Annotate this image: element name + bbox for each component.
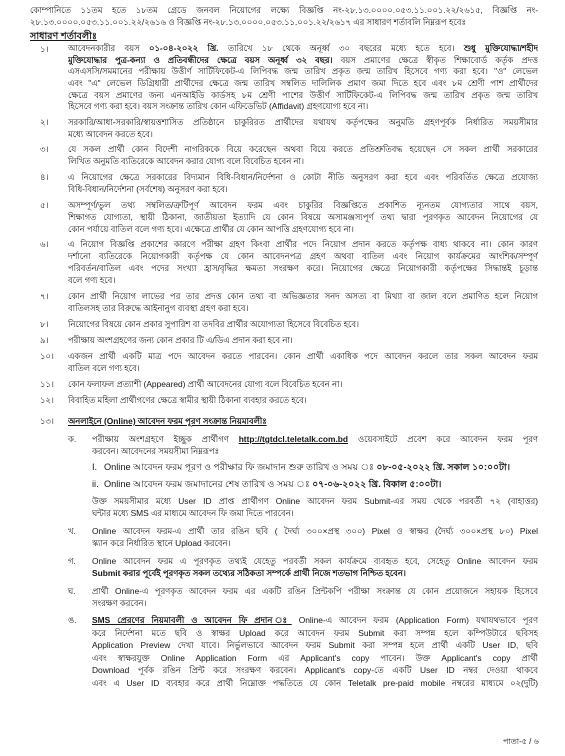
text-line [68, 116, 538, 128]
text-line [68, 318, 538, 330]
condition-item-10 [68, 350, 538, 374]
text-segment: করবেন। আবেদনের সময়সীমা নিম্নরূপঃ [92, 446, 220, 456]
item-number: ১০। [40, 351, 54, 361]
text-line [30, 4, 538, 16]
condition-item-11 [68, 378, 538, 390]
text-line [30, 16, 538, 28]
text-segment: এ নিয়োগ বিজ্ঞপ্তি প্রকাশের কারণে পরীক্ষা গ্রহণ কিংবা প্রার্থীর পদে নিয়োগ প্রদান করতে কর্তৃপক্ষ বাধ্য থাকবে না। কোন কারণ [68, 239, 538, 249]
text-line [68, 350, 538, 362]
text-segment: শিক্ষাগত যোগ্যতা, স্থায়ী ঠিকানা, জাতীয়তা ইত্যাদি যে কোন বিষয়ে অসামঞ্জস্যপূর্ণ তথ্য দ্বারা পূরণকৃত আবেদন নিয়োগের যে [68, 212, 538, 222]
condition-item-12 [68, 394, 538, 406]
text-segment: উক্ত সময়সীমার মধ্যে User ID প্রাপ্ত প্রার্থীগণ Online আবেদন ফরম Submit-এর সময় থেকে পরবর্তী ৭২ (বাহাত্তর) [92, 496, 538, 506]
text-line [68, 171, 538, 183]
subitem-marker: ঙ. [68, 615, 77, 625]
text-line [68, 155, 538, 167]
text-segment: বিবাহিত মহিলা প্রার্থীগণের ক্ষেত্রে স্বামীর স্থায়ী ঠিকানা ব্যবহার করতে হবে। [68, 395, 307, 405]
text-segment: পরীক্ষায় অংশগ্রহণে ইচ্ছুক প্রার্থীগণ [92, 434, 239, 444]
schedule-note [92, 495, 538, 519]
text-line [104, 461, 538, 473]
text-line [104, 478, 538, 490]
text-segment: Application Preview দেখা যাবে। নির্ভুলভাবে আবেদন ফরম Submit করা সম্পন্ন হলে প্রার্থী একটি User ID, ছবি [92, 640, 538, 651]
page-number: পাতা-৫ / ৬ [503, 737, 539, 746]
text-segment: মধ্যে আবেদন করতে হবে। [68, 129, 153, 139]
text-line [68, 362, 538, 374]
text-segment: Online-এ আবেদন ফরম (Application Form) যথাযথভাবে পূরণ [291, 615, 538, 625]
text-segment: Download পূর্বক রঙিন প্রিন্ট করে সংরক্ষণ করবেন। Applicant's copy-তে একটি User ID নম্বর দেওয়া থাকবে [92, 665, 538, 676]
text-line [68, 274, 538, 286]
text-segment: বয়স প্রমাণের ক্ষেত্রে স্বীকৃত শিক্ষাবোর্ড কর্তৃক প্রদত্ত [332, 54, 538, 65]
text-segment: পরীক্ষায় অংশগ্রহণের জন্য কোন প্রকার টি এ/ডিএ প্রদান করা হবে না। [68, 335, 293, 345]
text-segment: অসম্পূর্ণ/ভুল তথ্য সম্বলিত/ত্রুটিপূর্ণ আবেদন ফরম এবং চাকুরির বিজ্ঞপ্তিতে প্রকাশিত ন্যূনতম যোগ্যতার সাথে বয়স, [68, 200, 538, 210]
schedule-marker: I. [92, 462, 98, 472]
condition-item-5 [68, 199, 538, 235]
item-number: ১২। [40, 395, 54, 405]
text-segment: কোম্পানিতে ১১তম হতে ১৮তম গ্রেডে জনবল নিয়োগের লক্ষ্যে বিজ্ঞপ্তি নং-২৮.১৩.০০০০.০৫৩.১১.০০১.২২/২৬১৫, বিজ্ঞপ্তি নং- [30, 5, 538, 15]
condition-item-2 [68, 116, 538, 140]
text-segment: একজন প্রার্থী একটি মাত্র পদে আবেদন করতে পারবেন। কোন প্রার্থী একাধিক পদে আবেদন করলে তার সকল আবেদন ফরম [68, 351, 538, 361]
text-segment: বিধি-বিধান/নির্দেশনা (সর্বশেষ) অনুসরণ করা হবে। [68, 184, 228, 194]
text-line [68, 55, 538, 67]
text-line [92, 555, 538, 567]
text-segment: বলে গণ্য হবে। [68, 275, 116, 285]
text-segment: বাতিল বলে গণ্য হবে। [68, 363, 140, 373]
text-line [92, 652, 538, 665]
text-line [68, 223, 538, 235]
text-line [92, 664, 538, 677]
text-segment: Online আবেদন ফরম জমাদানের শেষ তারিখ ও সময় ঃ [104, 479, 313, 489]
text-segment: Online আবেদন ফরম পূরণ ও পরীক্ষার ফি জমাদান শুরু তারিখ ও সময় ঃ [104, 462, 377, 472]
text-segment: তারিখে ১৮ থেকে অনূর্ধ্ব ৩০ বছরের মধ্যে হতে হবে। [218, 43, 464, 53]
emphasized-text: ০৮-০৫-২০২২ খ্রি. সকাল ১০:০০টা। [376, 462, 510, 472]
text-line [68, 101, 538, 113]
text-segment: নিয়োগের বিষয়ে কোন প্রকার সুপারিশ বা তদবির প্রার্থীর অযোগ্যতা হিসেবে বিবেচিত হবে। [68, 319, 360, 329]
text-line [68, 90, 538, 102]
website-link: http://tgtdcl.teletalk.com.bd [238, 434, 349, 444]
emphasized-text: মুক্তিযোদ্ধার পুত্র-কন্যা ও প্রতিবন্ধীদের ক্ষেত্রে বয়স অনূর্ধ্ব ৩২ বছর। [68, 54, 333, 65]
emphasized-text: অনলাইনে (Online) আবেদন ফরম পূরণ সংক্রান্ত নিয়মাবলীঃ [68, 416, 267, 426]
item-number: ৩। [40, 144, 49, 154]
subitem-ka [92, 433, 538, 457]
text-line [68, 143, 538, 155]
text-line [92, 614, 538, 627]
emphasized-text: Submit করার পূর্বেই পূরণকৃত সকল তথ্যের সঠিকতা সম্পর্কে প্রার্থী নিজে শতভাগ নিশ্চিত হবেন। [92, 568, 406, 578]
condition-item-8 [68, 318, 538, 330]
condition-item-1 [68, 43, 538, 113]
subitem-marker: খ. [68, 526, 76, 536]
text-segment: ক্ষেত্রে বয়স প্রমাণের জন্য এনআইডি কার্ডসহ ৮ম শ্রেণী পাশের উত্তীর্ণ সার্টিফিকেট-এ লিপিবদ্ধ জন্ম তারিখ প্রকৃত জন্ম তারিখ [68, 89, 538, 100]
text-segment: কোন পর্যায়ে বাতিল বলে গণ্য হবে। এক্ষেত্রে প্রার্থীর যে কোন আপত্তি গ্রহণযোগ্য হবে না। [68, 224, 354, 234]
text-segment: ২৮.১৩.০০০০.০৫৩.১১.০০১.২২/২৬১৬ ও বিজ্ঞপ্তি নং-২৮.১৩.০০০০.০৫৩.১১.০০১.২২/২৬১৭ এর সাধারণ শর্তাবলি নিম্নরূপ হবেঃ [30, 17, 466, 27]
emphasized-text: শুধু মুক্তিযোদ্ধা/শহীদ [463, 43, 538, 53]
text-segment: আবেদনকারীর বয়স [68, 43, 150, 53]
text-line [68, 378, 538, 390]
text-line [92, 433, 538, 445]
text-segment: Online আবেদন ফরম এ পূরণকৃত তথ্যই যেহেতু পরবর্তী সকল কার্যক্রমে ব্যবহৃত হবে, সেহেতু Online আবেদন ফরম [92, 556, 538, 566]
text-line [92, 597, 538, 609]
subitem-marker: গ. [68, 556, 76, 566]
text-line [92, 537, 538, 549]
subitem-gha [92, 585, 538, 609]
text-segment: ঘন্টার মধ্যে SMS এর মাধ্যমে আবেদন ফি জমা দিতে পারবেন। [92, 508, 294, 518]
text-line [92, 639, 538, 652]
item-number: ৮। [40, 319, 49, 329]
intro-paragraph [30, 4, 538, 28]
text-line [92, 627, 538, 640]
text-segment: কোন ফলাফল প্রত্যাশী (Appeared) প্রার্থী আবেদনের যোগ্য বলে বিবেচিত হবেন না। [68, 379, 343, 389]
text-segment: প্রার্থী Online-এ পূরণকৃত আবেদন ফরম এর একটি রঙিন প্রিন্টকপি পরীক্ষা সংক্রান্ত যে কোন প্রয়োজনে সহায়ক হিসেবে [92, 586, 538, 596]
item-number: ৫। [40, 200, 49, 210]
item-number: ১১। [40, 379, 54, 389]
text-line [68, 199, 538, 211]
text-segment: করে নির্দেশনা মতে ছবি ও স্বাক্ষর Upload করে আবেদন ফরম Submit করা সম্পন্ন হলে কম্পিউটারে ছবিসহ [92, 627, 538, 638]
text-line [92, 567, 538, 579]
text-line [68, 211, 538, 223]
text-line [68, 66, 538, 78]
text-line [68, 128, 538, 140]
schedule-marker: ii. [92, 479, 99, 489]
schedule-end [104, 478, 538, 490]
condition-item-9 [68, 334, 538, 346]
text-segment: এসএসসি/সমমানের পরীক্ষায় উত্তীর্ণ সার্টিফিকেট-এ লিপিবদ্ধ জন্ম তারিখ প্রকৃত জন্ম তারিখ হিসেবে গণ্য করা হবে। "ও" লেভেল [68, 66, 538, 77]
emphasized-text: SMS প্রেরণের নিয়মাবলী ও আবেদন ফি প্রদান ঃ [92, 615, 292, 625]
item-number: ৭। [40, 291, 49, 301]
schedule-start [104, 461, 538, 473]
text-line [92, 445, 538, 457]
emphasized-text: ০৭-০৬-২০২২ খ্রি. বিকাল ৫:০০টা। [312, 479, 442, 489]
text-segment: যে সকল প্রার্থী কোন বিদেশী নাগরিককে বিয়ে করেছেন অথবা বিয়ে করতে প্রতিশ্রুতিবদ্ধ হয়েছেন সে সকল প্রার্থী সরকারের [68, 144, 538, 154]
subitem-kha [92, 525, 538, 549]
subitem-ga [92, 555, 538, 579]
text-line [68, 43, 538, 55]
text-segment: এবং এ User ID ব্যবহার করে প্রার্থী নিম্নোক্ত পদ্ধতিতে যে কোন Teletalk pre-paid mobile নম্বরের মাধ্যমে ০২(দুটি) [92, 677, 538, 688]
item-number: ৬। [40, 239, 49, 249]
text-line [68, 290, 538, 302]
text-segment: হিসেবে গণ্য করা হবে। বয়স সংক্রান্ত তারিখ কোন এফিডেভিট (Affidavit) গ্রহণযোগ্য হবে না। [68, 101, 369, 112]
condition-item-3 [68, 143, 538, 167]
text-segment: সরকারি/আধা-সরকারি/স্বায়ত্তশাসিত প্রতিষ্ঠানে চাকুরিরত প্রার্থীদের যথাযথ কর্তৃপক্ষের অনুমতি গ্রহণপূর্বক নির্ধারিত সময়সীমার [68, 117, 538, 127]
condition-item-7 [68, 290, 538, 314]
item-number: ২। [40, 117, 49, 127]
text-line [68, 238, 538, 250]
online-rules-title [68, 415, 538, 427]
text-segment: ওয়েবসাইটে প্রবেশ করে আবেদন ফরম পূরণ [348, 434, 538, 444]
text-line [92, 585, 538, 597]
text-line [68, 183, 538, 195]
text-segment: স্ক্যান করে নির্ধারিত স্থানে Upload করবেন। [92, 538, 231, 548]
text-line [68, 262, 538, 274]
text-line [68, 302, 538, 314]
section-heading: সাধারণ শর্তাবলীঃ [30, 31, 98, 42]
emphasized-text: ০১-০৪-২০২২ খ্রি. [149, 43, 219, 53]
text-line [92, 495, 538, 507]
text-segment: এ নিয়োগের ক্ষেত্রে সরকারের বিদ্যমান বিধি-বিধান/নির্দেশনা ও কোটা নীতি অনুসরণ করা হবে এবং পরিবর্তিত ক্ষেত্রে প্রযোজ্য [68, 172, 538, 182]
subitem-marker: ঘ. [68, 586, 76, 596]
text-line [68, 415, 538, 427]
item-number: ৯। [40, 335, 49, 345]
text-line [92, 525, 538, 537]
item-number: ১৩। [40, 416, 54, 426]
text-line [92, 507, 538, 519]
text-segment: Online আবেদন ফরম-এ প্রার্থী তার রঙিন ছবি ( দৈর্ঘ্য ৩০০×প্রস্থ ৩০০) Pixel ও স্বাক্ষর (দৈর্ঘ্য ৩০০×প্রস্থ ৮০) Pixel [92, 526, 538, 536]
subitem-uma [92, 614, 538, 690]
text-line [68, 78, 538, 90]
text-line [68, 394, 538, 406]
subitem-marker: ক. [68, 434, 77, 444]
text-line [68, 334, 538, 346]
item-number: ১। [40, 44, 49, 54]
text-segment: পরিবর্তন/বাতিল এবং পদের সংখ্যা হ্রাস/বৃদ্ধির ক্ষমতা সংরক্ষণ করে। নিয়োগের ক্ষেত্রে নিয়োগকারী কর্তৃপক্ষের সিদ্ধান্তই চূড়ান্ত [68, 263, 538, 273]
text-segment: দর্শানো ব্যতিরেকে নিয়োগকারী কর্তৃপক্ষ যে কোন আবেদনপত্র গ্রহণ অথবা বাতিল এবং নিয়োগ কার্যক্রমের আংশিক/সম্পূর্ণ [68, 251, 538, 261]
text-line [68, 250, 538, 262]
text-segment: সংরক্ষণ করবেন। [92, 598, 147, 608]
text-segment: লিখিত অনুমতি ব্যতিরেকে আবেদন করার যোগ্য বলে বিবেচিত হবেন না। [68, 156, 304, 166]
item-number: ৪। [40, 172, 49, 182]
text-line [92, 677, 538, 690]
text-segment: এবং "এ" লেভেল ডিগ্রিধারী প্রার্থীদের ক্ষেত্রে জন্ম তারিখ সম্বলিত দালিলিক প্রমাণ জমা দিতে হবে এবং ৮ম শ্রেণী পাশ প্রার্থীদের [68, 78, 538, 89]
text-segment: কোন প্রার্থী নিয়োগ লাভের পর তার প্রদত্ত কোন তথ্য বা অভিজ্ঞতার সনদ অসত্য বা মিথ্যা বা জাল বলে প্রমাণিত হলে নিয়োগ [68, 291, 538, 301]
text-segment: এবং স্বাক্ষরযুক্ত Online Application Form এর Applicant's copy পাবেন। উক্ত Applicant's copy প্রার্থী [92, 652, 538, 663]
text-segment: বাতিলসহ তার বিরুদ্ধে আইনানুগ ব্যবস্থা গ্রহণ করা হবে। [68, 303, 249, 313]
condition-item-6 [68, 238, 538, 286]
condition-item-4 [68, 171, 538, 195]
